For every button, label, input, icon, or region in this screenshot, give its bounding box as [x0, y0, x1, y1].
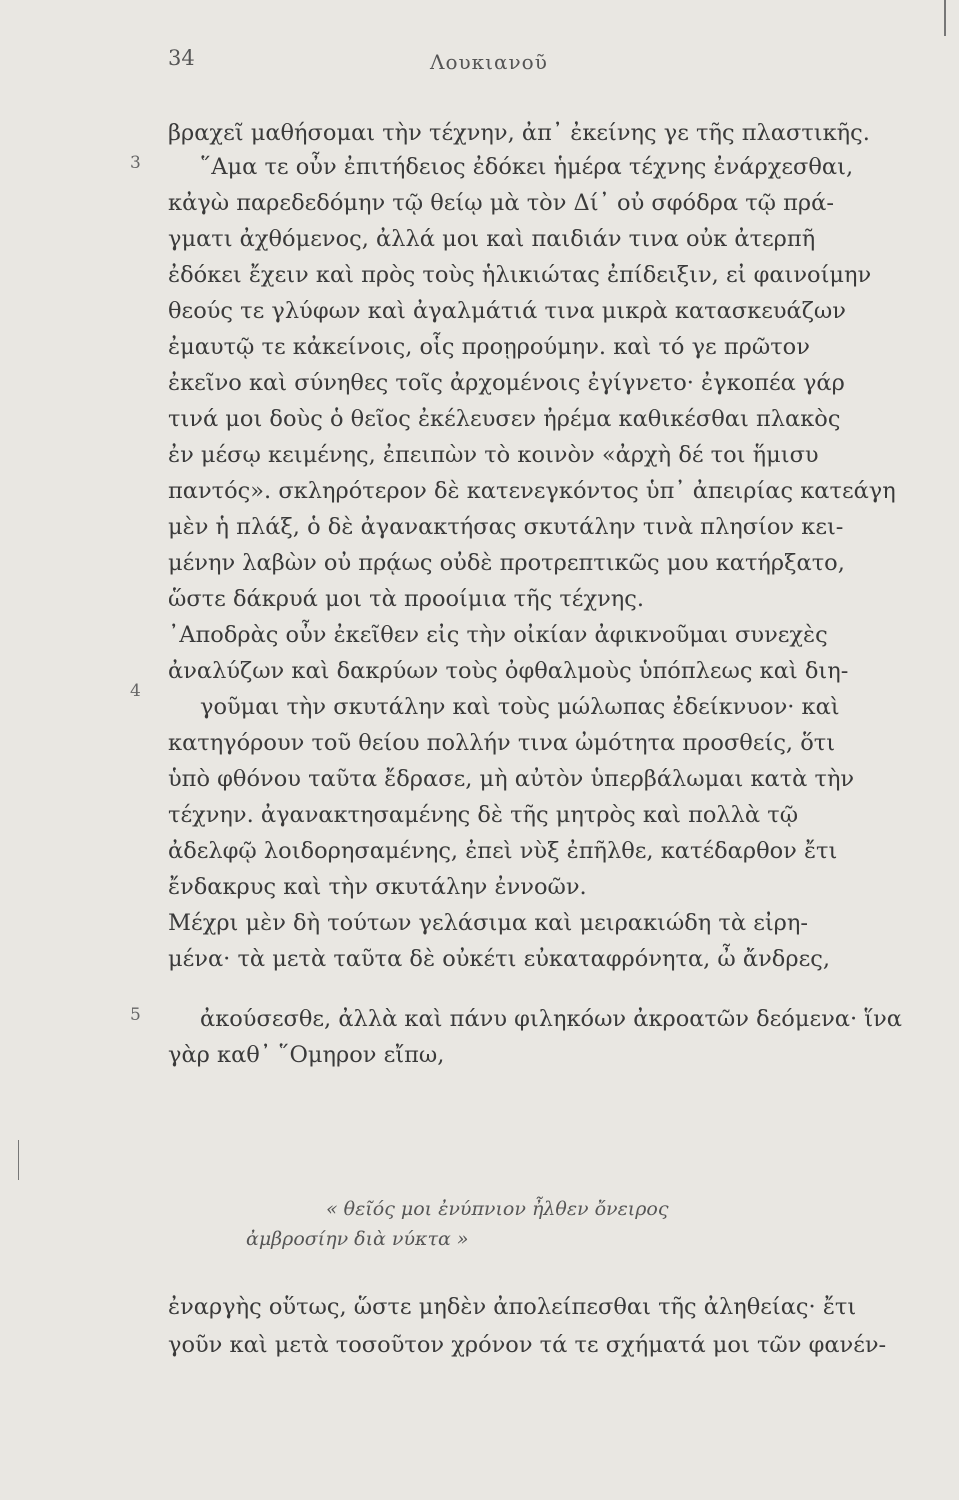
section-number: 5 — [130, 1005, 141, 1025]
text-line: ἀναλύζων καὶ δακρύων τοὺς ὀφθαλμοὺς ὑπόπλεως καὶ διη- — [168, 658, 849, 684]
edge-mark-top — [944, 0, 946, 36]
text-line: ὥστε δάκρυά μοι τὰ προοίμια τῆς τέχνης. — [168, 586, 645, 612]
page-number: 34 — [168, 46, 195, 70]
text-line: ἀκούσεσθε, ἀλλὰ καὶ πάνυ φιληκόων ἀκροατῶν δεόμενα· ἵνα — [200, 1006, 902, 1032]
text-line: κατηγόρουν τοῦ θείου πολλήν τινα ὠμότητα προσθείς, ὅτι — [168, 730, 836, 756]
text-line: Μέχρι μὲν δὴ τούτων γελάσιμα καὶ μειρακιώδη τὰ εἰρη- — [168, 910, 808, 936]
text-line: ἐδόκει ἔχειν καὶ πρὸς τοὺς ἡλικιώτας ἐπίδειξιν, εἰ φαινοίμην — [168, 262, 872, 288]
text-line: μένην λαβὼν οὐ πρᾴως οὐδὲ προτρεπτικῶς μου κατήρξατο, — [168, 550, 845, 576]
text-line: γοῦμαι τὴν σκυτάλην καὶ τοὺς μώλωπας ἐδείκνυον· καὶ — [200, 694, 840, 720]
text-line: μένα· τὰ μετὰ ταῦτα δὲ οὐκέτι εὐκαταφρόνητα, ὦ ἄνδρες, — [168, 946, 830, 972]
edge-mark-left — [18, 1140, 19, 1180]
text-line: ἔνδακρυς καὶ τὴν σκυτάλην ἐννοῶν. — [168, 874, 587, 900]
section-number: 3 — [130, 153, 141, 173]
text-line: γὰρ καθ᾽ ῞Ομηρον εἴπω, — [168, 1042, 445, 1068]
text-line: ὑπὸ φθόνου ταῦτα ἔδρασε, μὴ αὐτὸν ὑπερβάλωμαι κατὰ τὴν — [168, 766, 855, 792]
text-line — [168, 1074, 928, 1108]
page-header — [0, 40, 959, 74]
text-line: ἐν μέσῳ κειμένης, ἐπειπὼν τὸ κοινὸν «ἀρχὴ δέ τοι ἥμισυ — [168, 442, 819, 468]
text-line: τέχνην. ἀγανακτησαμένης δὲ τῆς μητρὸς καὶ πολλὰ τῷ — [168, 802, 799, 828]
text-line: μὲν ἡ πλάξ, ὁ δὲ ἀγανακτήσας σκυτάλην τινὰ πλησίον κει- — [168, 514, 844, 540]
verse-quote-line: « θεῖός μοι ἐνύπνιον ἦλθεν ὄνειρος — [326, 1198, 669, 1220]
text-line: γοῦν καὶ μετὰ τοσοῦτον χρόνον τά τε σχήματά μοι τῶν φανέν- — [168, 1332, 887, 1358]
text-line — [168, 1110, 928, 1144]
text-line: ἀδελφῷ λοιδορησαμένης, ἐπεὶ νὺξ ἐπῆλθε, κατέδαρθον ἔτι — [168, 838, 838, 864]
text-line: ἐκεῖνο καὶ σύνηθες τοῖς ἀρχομένοις ἐγίγνετο· ἐγκοπέα γάρ — [168, 370, 845, 396]
text-line: ἐναργὴς οὕτως, ὥστε μηδὲν ἀπολείπεσθαι τῆς ἀληθείας· ἔτι — [168, 1294, 857, 1320]
text-line: κἀγὼ παρεδεδόμην τῷ θείῳ μὰ τὸν Δί᾽ οὐ σφόδρα τῷ πρά- — [168, 190, 834, 216]
text-line: βραχεῖ μαθήσομαι τὴν τέχνην, ἀπ᾽ ἐκείνης γε τῆς πλαστικῆς. — [168, 120, 870, 146]
running-head: Λουκιανοῦ — [430, 50, 548, 74]
text-line: γματι ἀχθόμενος, ἀλλά μοι καὶ παιδιάν τινα οὐκ ἀτερπῆ — [168, 226, 816, 252]
text-line: τινά μοι δοὺς ὁ θεῖος ἐκέλευσεν ἠρέμα καθικέσθαι πλακὸς — [168, 406, 841, 432]
text-line: ῞Αμα τε οὖν ἐπιτήδειος ἐδόκει ἡμέρα τέχνης ἐνάρχεσθαι, — [200, 154, 854, 180]
text-line: θεούς τε γλύφων καὶ ἀγαλμάτιά τινα μικρὰ κατασκευάζων — [168, 298, 846, 324]
text-line: παντός». σκληρότερον δὲ κατενεγκόντος ὑπ᾽ ἀπειρίας κατεάγη — [168, 478, 896, 504]
section-number: 4 — [130, 681, 141, 701]
verse-quote-line: ἀμβροσίην διὰ νύκτα » — [246, 1228, 469, 1250]
text-line: ᾽Αποδρὰς οὖν ἐκεῖθεν εἰς τὴν οἰκίαν ἀφικνοῦμαι συνεχὲς — [168, 622, 828, 648]
text-line: ἐμαυτῷ τε κἀκείνοις, οἷς προῃρούμην. καὶ τό γε πρῶτον — [168, 334, 810, 360]
